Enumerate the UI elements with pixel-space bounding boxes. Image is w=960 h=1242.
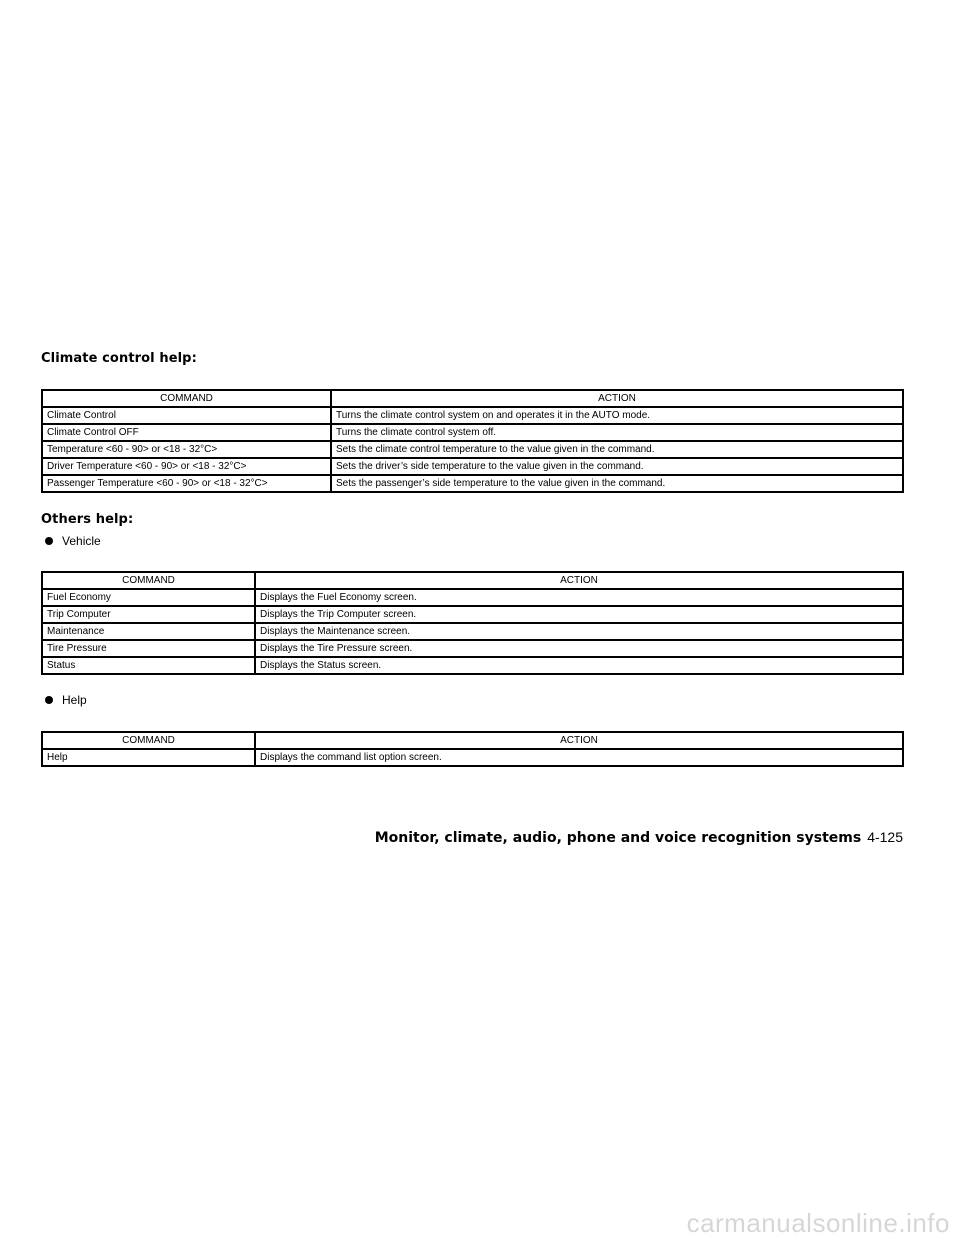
table-row bbox=[42, 458, 903, 475]
table-row bbox=[42, 475, 903, 492]
command-cell: Climate Control OFF bbox=[42, 424, 331, 441]
action-column-header: ACTION bbox=[331, 390, 903, 407]
page-number: 4-125 bbox=[867, 829, 903, 845]
table-row bbox=[42, 623, 903, 640]
table-header-row bbox=[42, 390, 903, 407]
command-cell: Trip Computer bbox=[42, 606, 255, 623]
action-cell: Displays the command list option screen. bbox=[255, 749, 903, 766]
action-cell: Displays the Tire Pressure screen. bbox=[255, 640, 903, 657]
command-column-header: COMMAND bbox=[42, 572, 255, 589]
action-cell: Turns the climate control system on and operates it in the AUTO mode. bbox=[331, 407, 903, 424]
vehicle-bullet bbox=[45, 534, 101, 548]
table-row bbox=[42, 424, 903, 441]
others-help-heading: Others help: bbox=[41, 512, 134, 527]
climate-help-heading: Climate control help: bbox=[41, 351, 197, 366]
vehicle-command-table bbox=[41, 571, 904, 675]
table-row bbox=[42, 749, 903, 766]
command-cell: Help bbox=[42, 749, 255, 766]
bullet-dot-icon bbox=[45, 696, 53, 704]
table-header-row bbox=[42, 572, 903, 589]
site-watermark: carmanualsonline.info bbox=[686, 1208, 950, 1238]
table-row bbox=[42, 407, 903, 424]
command-cell: Temperature <60 - 90> or <18 - 32°C> bbox=[42, 441, 331, 458]
command-cell: Passenger Temperature <60 - 90> or <18 - 32°C> bbox=[42, 475, 331, 492]
table-row bbox=[42, 441, 903, 458]
bullet-dot-icon bbox=[45, 537, 53, 545]
action-column-header: ACTION bbox=[255, 732, 903, 749]
command-cell: Driver Temperature <60 - 90> or <18 - 32°C> bbox=[42, 458, 331, 475]
command-cell: Maintenance bbox=[42, 623, 255, 640]
climate-command-table bbox=[41, 389, 904, 493]
command-column-header: COMMAND bbox=[42, 732, 255, 749]
table-header-row bbox=[42, 732, 903, 749]
action-cell: Displays the Fuel Economy screen. bbox=[255, 589, 903, 606]
action-cell: Displays the Maintenance screen. bbox=[255, 623, 903, 640]
table-row bbox=[42, 640, 903, 657]
help-bullet bbox=[45, 693, 87, 707]
help-bullet-label: Help bbox=[62, 693, 87, 707]
table-row bbox=[42, 589, 903, 606]
action-cell: Displays the Trip Computer screen. bbox=[255, 606, 903, 623]
page-footer bbox=[375, 829, 903, 846]
vehicle-bullet-label: Vehicle bbox=[62, 534, 101, 548]
command-cell: Climate Control bbox=[42, 407, 331, 424]
command-column-header: COMMAND bbox=[42, 390, 331, 407]
command-cell: Fuel Economy bbox=[42, 589, 255, 606]
action-cell: Turns the climate control system off. bbox=[331, 424, 903, 441]
action-cell: Sets the passenger’s side temperature to the value given in the command. bbox=[331, 475, 903, 492]
action-column-header: ACTION bbox=[255, 572, 903, 589]
table-row bbox=[42, 606, 903, 623]
command-cell: Tire Pressure bbox=[42, 640, 255, 657]
footer-section-title: Monitor, climate, audio, phone and voice recognition systems bbox=[374, 830, 862, 846]
action-cell: Displays the Status screen. bbox=[255, 657, 903, 674]
action-cell: Sets the climate control temperature to the value given in the command. bbox=[331, 441, 903, 458]
table-row bbox=[42, 657, 903, 674]
help-command-table bbox=[41, 731, 904, 767]
action-cell: Sets the driver’s side temperature to the value given in the command. bbox=[331, 458, 903, 475]
command-cell: Status bbox=[42, 657, 255, 674]
